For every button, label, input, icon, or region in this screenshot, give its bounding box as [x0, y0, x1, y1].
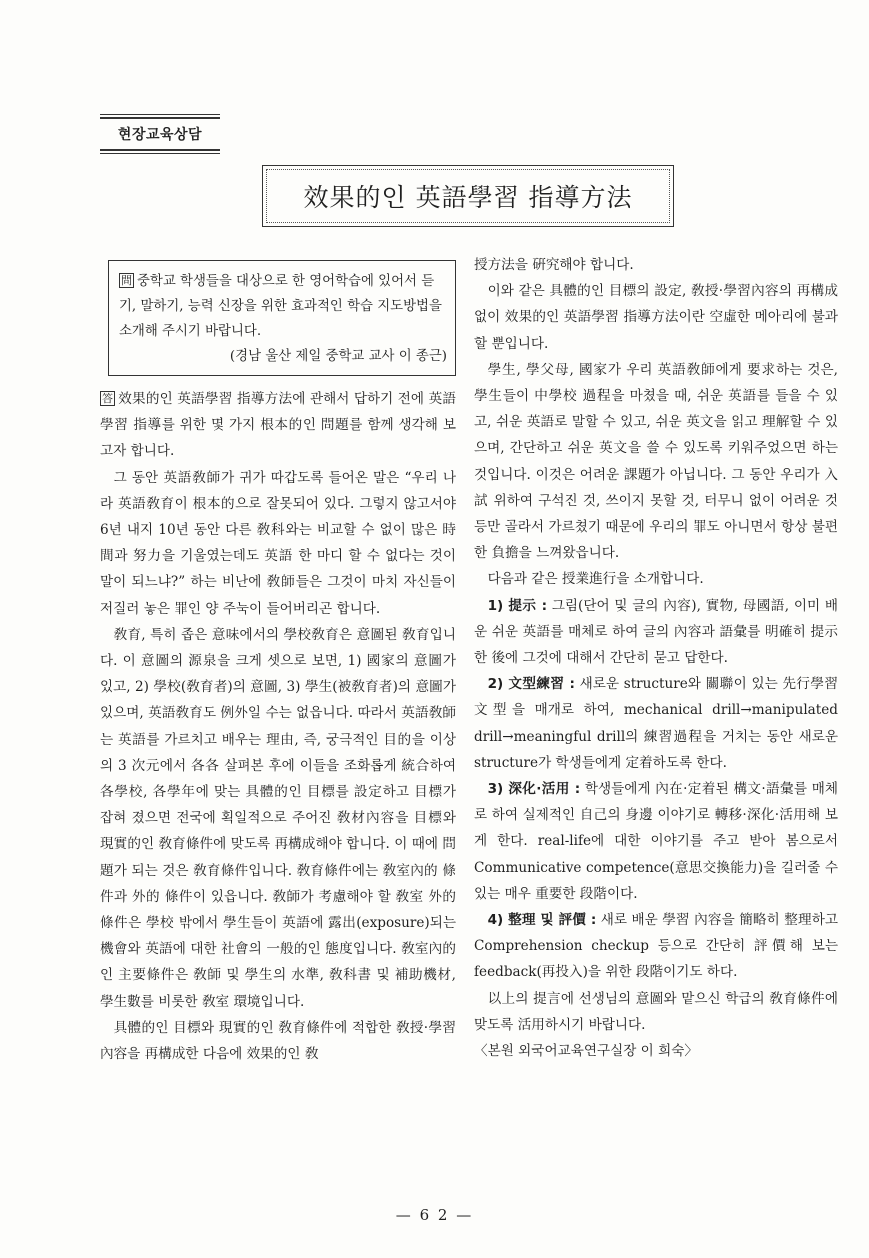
- closing-paragraph: 以上의 提言에 선생님의 意圖와 맡으신 학급의 敎育條件에 맞도록 活用하시기 바랍니다.: [474, 990, 838, 1033]
- answer-paragraph-4: 具體的인 目標와 現實的인 敎育條件에 적합한 敎授·學習內容을 再構成한 다음에 效果的인 敎: [100, 1019, 456, 1063]
- section-tag-rule-bottom: [100, 153, 220, 154]
- section-tag-label: 현장교육상담: [117, 127, 203, 143]
- step-item: [474, 593, 838, 672]
- right-paragraph-3: 學生, 學父母, 國家가 우리 英語敎師에게 要求하는 것은, 學生들이 中學校 過程을 마쳤을 때, 쉬운 英語를 들을 수 있고, 쉬운 英語로 말할 수 있고, 쉬운 英文을 읽고 理解할 수 있으며, 간단하고 쉬운 英文을 쓸 수 있도록 키워주었으면 하는 것입니다. 이것은 어려운 課題가 아닙니다. 그 동안 우리가 入試 위하여 구석진 것, 쓰이지 못할 것, 터무니 없이 어려운 것 등만 골라서 가르쳤기 때문에 우리의 罪도 아니면서 항상 불편한 負擔을 느껴왔읍니다.: [474, 361, 838, 562]
- step-text: 새로 배운 學習 內容을 簡略히 整理하고 Comprehension checkup 등으로 간단히 評價해 보는 feedback(再投入)을 위한 段階이기도 하다.: [474, 912, 838, 981]
- right-paragraph-2: 이와 같은 具體的인 目標의 設定, 敎授·學習內容의 再構成 없이 效果的인 英語學習 指導方法이란 空虛한 메아리에 불과할 뿐입니다.: [474, 283, 838, 352]
- question-body: 중학교 학생들을 대상으로 한 영어학습에 있어서 듣기, 말하기, 능력 신장을 위한 효과적인 학습 지도방법을 소개해 주시기 바랍니다.: [119, 274, 442, 339]
- step-heading: 3) 深化·活用 :: [487, 781, 581, 798]
- step-text: 새로운 structure와 關聯이 있는 先行學習 文型을 매개로 하여, mechanical drill→manipulated drill→meaningful drill의 練習過程을 거치는 동안 새로운 structure가 학생들에게 定着하도록 한다.: [474, 676, 838, 771]
- step-text: 그림(단어 및 글의 內容), 實物, 母國語, 이미 배운 쉬운 英語를 매체로 하여 글의 內容과 語彙를 明確히 提示한 後에 그것에 대해서 간단히 묻고 답한다.: [474, 597, 838, 667]
- answer-mark-icon: 答: [102, 392, 113, 405]
- article-title-box: [262, 165, 674, 227]
- answer-paragraph-1: [100, 386, 456, 465]
- step-heading: 4) 整理 및 評價 :: [487, 912, 597, 929]
- answer-paragraph-3: 敎育, 특히 좁은 意味에서의 學校敎育은 意圖된 敎育입니다. 이 意圖의 源泉을 크게 셋으로 보면, 1) 國家의 意圖가 있고, 2) 學校(敎育者)의 意圖, 3) 學生(被敎育者)의 意圖가 있으며, 英語敎育도 例外일 수는 없읍니다. 따라서 英語敎師는 英語를 가르치고 배우는 理由, 즉, 궁극적인 目的을 이상의 3 次元에서 各各 살펴본 후에 이들을 조화롭게 統合하여 各學校, 各學年에 맞는 具體的인 目標를 設定하고 目標가 잡혀 졌으면 전국에 획일적으로 주어진 敎材內容을 目標와 現實的인 敎育條件에 맞도록 再構成해야 합니다. 이 때에 問題가 되는 것은 敎育條件입니다. 敎育條件에는 敎室內的 條件과 外的 條件이 있읍니다. 敎師가 考慮해야 할 敎室 外的 條件은 學校 밖에서 學生들이 英語에 露出(exposure)되는 機會와 英語에 대한 社會의 一般的인 態度입니다. 敎室內的인 主要條件은 敎師 및 學生의 水準, 敎科書 및 補助機材, 學生數를 비롯한 敎室 環境입니다.: [100, 626, 456, 1010]
- answer-paragraph-2: 그 동안 英語敎師가 귀가 따갑도록 들어온 말은 “우리 나라 英語敎育이 根本的으로 잘못되어 있다. 그렇지 않고서야 6년 내지 10년 동안 다른 敎科와는 비교할 수 없이 많은 時間과 努力을 기울였는데도 英語 한 마디 할 수 없다는 것이 말이 되느냐?” 하는 비난에 敎師들은 그것이 마치 자신들이 저질러 놓은 罪인 양 주눅이 들어버리곤 합니다.: [100, 469, 456, 617]
- page-number: — 6 2 —: [395, 1206, 474, 1224]
- article-title: 效果的인 英語學習 指導方法: [303, 183, 633, 212]
- question-box: [108, 260, 456, 376]
- question-mark-icon: 問: [121, 274, 132, 287]
- right-paragraph-4: 다음과 같은 授業進行을 소개합니다.: [487, 571, 704, 588]
- right-paragraph-1: 授方法을 硏究해야 합니다.: [474, 257, 634, 273]
- left-column: [100, 250, 456, 1067]
- right-column: [474, 252, 838, 1064]
- section-tag-rule-bottom-bold: [100, 149, 220, 151]
- step-item: [474, 907, 838, 986]
- step-heading: 2) 文型練習 :: [487, 676, 575, 693]
- section-tag: [100, 112, 220, 156]
- section-tag-rule-top: [100, 114, 220, 115]
- question-text: [119, 269, 447, 344]
- author-credit: 〈본원 외국어교육연구실장 이 희숙〉: [474, 1043, 698, 1060]
- step-item: [474, 671, 838, 776]
- step-heading: 1) 提示 :: [487, 597, 548, 614]
- step-text: 학생들에게 內在·定着된 構文·語彙를 매체로 하여 실제적인 自己의 身邊 이야기로 轉移·深化·活用해 보게 한다. real-life에 대한 이야기를 주고 받아 봄으로서 Communicative competence(意思交換能力)을 길러줄 수 있는 매우 重要한 段階이다.: [474, 781, 838, 902]
- question-asker: (경남 울산 제일 중학교 교사 이 종근): [229, 349, 447, 364]
- answer-paragraph-1-text: 效果的인 英語學習 指導方法에 관해서 답하기 전에 英語學習 指導를 위한 몇 가지 根本的인 問題를 함께 생각해 보고자 합니다.: [100, 391, 456, 460]
- step-item: [474, 776, 838, 907]
- section-tag-rule-top-bold: [100, 117, 220, 119]
